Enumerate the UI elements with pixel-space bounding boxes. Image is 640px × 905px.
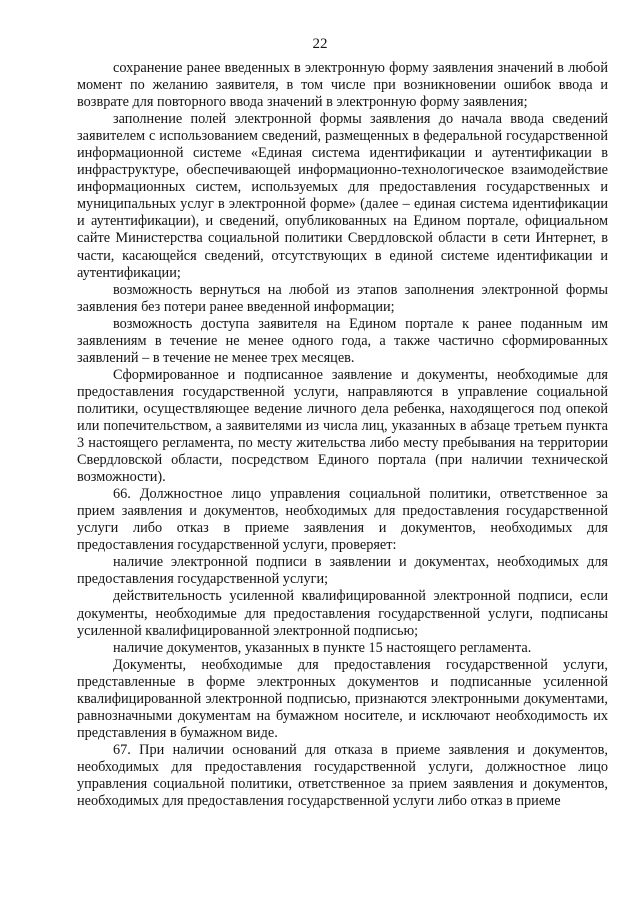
paragraph: заполнение полей электронной формы заявления до начала ввода сведений заявителем с использованием сведений, размещенных в федеральной государственной информационной системе «Единая система идентификации и аутентификации в инфраструктуре, обеспечивающей информационно-технологическое взаимодействие информационных систем, используемых для предоставления государственных и муниципальных услуг в электронной форме» (далее – единая система идентификации и аутентификации), и сведений, опубликованных на Едином портале, официальном сайте Министерства социальной политики Свердловской области в сети Интернет, в части, касающейся сведений, отсутствующих в единой системе идентификации и аутентификации; (77, 111, 608, 281)
paragraph: 66. Должностное лицо управления социальной политики, ответственное за прием заявления и документов, необходимых для предоставления государственной услуги либо отказ в приеме заявления и документов, необходимых для предоставления государственной услуги, проверяет: (77, 486, 608, 554)
paragraph: возможность доступа заявителя на Едином портале к ранее поданным им заявлениям в течение не менее одного года, а также частично сформированных заявлений – в течение не менее трех месяцев. (77, 315, 608, 366)
paragraph: сохранение ранее введенных в электронную форму заявления значений в любой момент по желанию заявителя, в том числе при возникновении ошибок ввода и возврате для повторного ввода значений в электронную форму заявления; (77, 60, 608, 111)
paragraph: 67. При наличии оснований для отказа в приеме заявления и документов, необходимых для предоставления государственной услуги, должностное лицо управления социальной политики, ответственное за прием заявления и документов, необходимых для предоставления государственной услуги либо отказ в приеме (77, 741, 608, 810)
paragraph: возможность вернуться на любой из этапов заполнения электронной формы заявления без потери ранее введенной информации; (77, 281, 608, 315)
paragraph: действительность усиленной квалифицированной электронной подписи, если документы, необходимые для предоставления государственной услуги, подписаны усиленной квалифицированной электронной подписью; (77, 588, 608, 639)
page-number: 22 (312, 36, 328, 52)
paragraph: Документы, необходимые для предоставления государственной услуги, представленные в форме электронных документов и подписанные усиленной квалифицированной электронной подписью, признаются электронными документами, равнозначными документам на бумажном носителе, и исключают необходимость их представления в бумажном виде. (77, 656, 608, 741)
paragraph: Сформированное и подписанное заявление и документы, необходимые для предоставления государственной услуги, направляются в управление социальной политики, осуществляющее ведение личного дела ребенка, находящегося под опекой или попечительством, а заявителями из числа лиц, указанных в абзаце третьем пункта 3 настоящего регламента, по месту жительства либо месту пребывания на территории Свердловской области, посредством Единого портала (при наличии технической возможности). (77, 366, 608, 486)
document-body (77, 60, 608, 810)
paragraph: наличие документов, указанных в пункте 15 настоящего регламента. (113, 639, 532, 656)
paragraph: наличие электронной подписи в заявлении и документах, необходимых для предоставления государственной услуги; (77, 554, 608, 588)
